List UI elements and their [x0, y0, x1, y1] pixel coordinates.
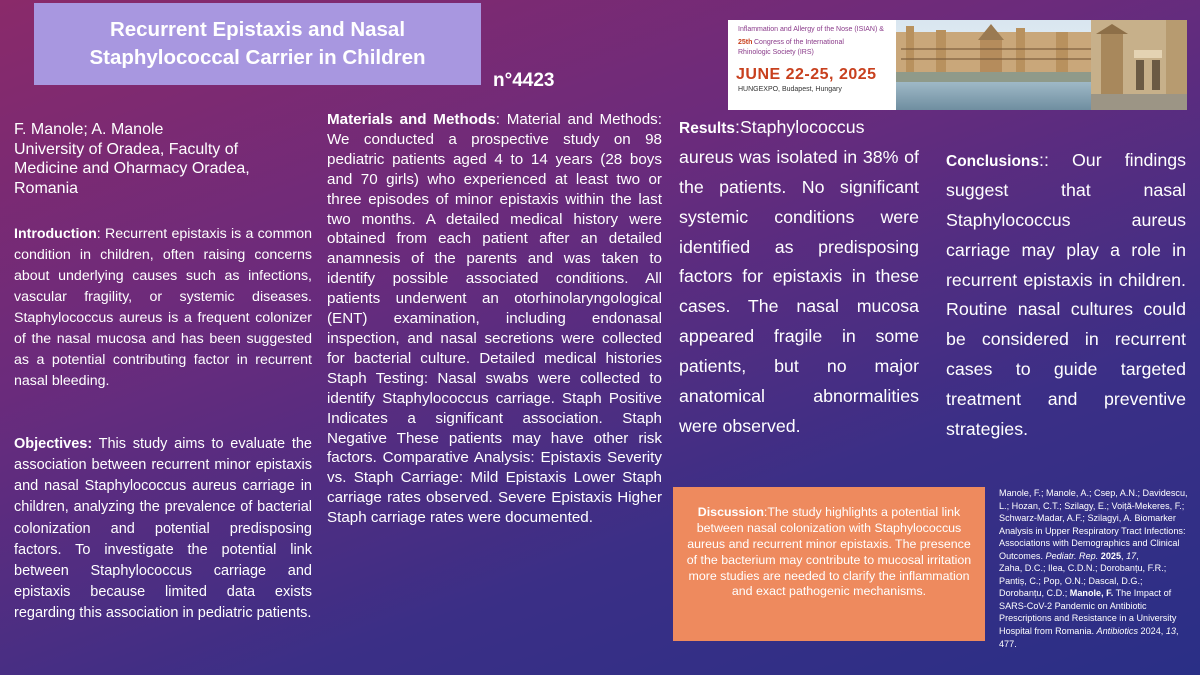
introduction-section — [14, 224, 312, 392]
banner-edition: 25th — [738, 39, 753, 46]
reference-1: Manole, F.; Manole, A.; Csep, A.N.; Davidescu, L.; Hozan, C.T.; Szilagy, E.; Voiță-Mekeres, F.; Schwarz-Madar, A.F.; Szilagyi, A. Biomarker Analysis in Upper Respiratory Tract Infections: Associations with Demographics and Clinical Outcomes. Pediatr. Rep. 2025, 17, — [999, 488, 1188, 561]
affiliation-line-2: Medicine and Oharmacy Oradea, — [14, 160, 250, 178]
banner-line-1: Inflammation and Allergy of the Nose (ISIAN) & — [738, 26, 884, 33]
author-names: F. Manole; A. Manole — [14, 121, 164, 138]
methods-text: : Material and Methods: We conducted a prospective study on 98 pediatric patients aged 4 to 14 years (28 boys and 70 girls) who experienced at least two or three episodes of minor epistaxis within the last two months. A detailed medical history were obtained from each patient after an detailed anamnesis of the parents and was taken to identify possible associated conditions. All patients underwent an otorhinolaryngological (ENT) examination, including endonasal inspection, and nasal secretions were collected for bacterial culture. Detailed medical histories Staph Testing: Nasal swabs were collected to identify Staphylococcus carriage. Staph Positive Indicates a significant association. Staph Negative These patients may have other risk factors. Comparative Analysis: Epistaxis Severity vs. Staph Carriage: Mild Epistaxis Lower Staph carriage rates observed. Severe Epistaxis Higher Staph carriage rates were documented. — [327, 111, 662, 527]
banner-venue: HUNGEXPO, Budapest, Hungary — [738, 86, 842, 93]
results-text: :Staphylococcus aureus was isolated in 38% of the patients. No significant systemic conditions were identified as predisposing factors for epistaxis in these cases. The nasal mucosa appeared fragile in some patients, but no major anatomical abnormalities were observed. — [679, 117, 919, 436]
ref2-year: 2024 — [1140, 626, 1161, 637]
banner-line-3: Rhinologic Society (IRS) — [738, 49, 814, 56]
poster-title: Recurrent Epistaxis and Nasal Staphylococcal Carrier in Children — [89, 18, 426, 69]
ref2-bold-author: Manole, F. — [1069, 588, 1114, 599]
ref2-volume: 13 — [1165, 626, 1176, 637]
congress-banner — [728, 20, 1187, 110]
banner-text-panel — [728, 20, 896, 110]
discussion-text: :The study highlights a potential link between nasal colonization with Staphylococcus aureus and recurrent minor epistaxis. The presence of the bacterium may contribute to mucosal irritation more studies are needed to clarify the inflammation and exact pathogenic mechanisms. — [686, 505, 972, 599]
objectives-text: This study aims to evaluate the association between recurrent minor epistaxis and nasal Staphylococcus aureus carriage in children, analyzing the prevalence of bacterial colonization and potential predisposing factors. To investigate the potential link between Staphylococcus carriage and epistaxis because limited data exists regarding this association in pediatric patients. — [14, 436, 312, 622]
references-block — [999, 487, 1189, 650]
conclusions-section — [946, 146, 1186, 445]
title-box — [34, 3, 481, 85]
discussion-heading: Discussion — [697, 505, 764, 519]
ref1-volume: 17 — [1126, 550, 1137, 561]
ref2-pages: 477 — [999, 638, 1015, 649]
banner-date: JUNE 22-25, 2025 — [736, 66, 877, 83]
banner-line-2: Congress of the International — [754, 39, 844, 46]
budapest-parliament-image — [896, 20, 1187, 110]
ref1-year: 2025 — [1100, 550, 1122, 561]
ref2-title: The Impact of SARS-CoV-2 Pandemic on Antibiotic Prescriptions and Resistance in a University Hospital from Romania. — [999, 588, 1177, 637]
affiliation-line-1: University of Oradea, Faculty of — [14, 140, 239, 158]
results-heading: Results — [679, 120, 735, 137]
ref2-journal: Antibiotics — [1096, 626, 1138, 637]
introduction-text: : Recurrent epistaxis is a common condition in children, often raising concerns about underlying causes such as infections, vascular fragility, or systemic diseases. Staphylococcus aureus is a frequent colonizer of the nasal mucosa and has been suggested as a potential contributing factor in recurrent nasal bleeding. — [14, 226, 312, 390]
ref1-authors: Manole, F.; Manole, A.; Csep, A.N.; Davidescu, L.; Hozan, C.T.; Szilagy, E.; Voiță-Mekeres, F.; Schwarz-Madar, A.F.; Szilagyi, A. Biomarker Analysis in Upper Respiratory Tract Infections: Associations with Demographics and Clinical Outcomes. — [999, 488, 1188, 561]
discussion-box — [673, 487, 985, 641]
objectives-section — [14, 434, 312, 624]
conclusions-text: :: Our findings suggest that nasal Staphylococcus aureus carriage may play a role in recurrent epistaxis in children. Routine nasal cultures could be considered in recurrent cases to guide targeted treatment and preventive strategies. — [946, 150, 1186, 440]
ref1-journal: Pediatr. Rep. — [1045, 550, 1099, 561]
reference-2: Zaha, D.C.; Ilea, C.D.N.; Dorobanțu, F.R.; Pantiș, C.; Pop, O.N.; Dascal, D.G.; Dorobanțu, C.D.; Manole, F. The Impact of SARS-CoV-2 Pandemic on Antibiotic Prescriptions and Resistance in a University Hospital from Romania. Antibiotics 2024, 13, 477. — [999, 563, 1179, 649]
affiliation-line-3: Romania — [14, 179, 79, 197]
poster-number: n°4423 — [493, 70, 555, 91]
methods-section — [327, 110, 662, 528]
objectives-heading: Objectives: — [14, 436, 93, 452]
introduction-heading: Introduction — [14, 226, 97, 242]
ref2-authors: Zaha, D.C.; Ilea, C.D.N.; Dorobanțu, F.R.; Pantiș, C.; Pop, O.N.; Dascal, D.G.; Dorobanțu, C.D.; — [999, 563, 1167, 599]
methods-heading: Materials and Methods — [327, 111, 496, 128]
conclusions-heading: Conclusions — [946, 153, 1040, 170]
authors-block — [14, 120, 314, 198]
results-section — [679, 113, 919, 442]
